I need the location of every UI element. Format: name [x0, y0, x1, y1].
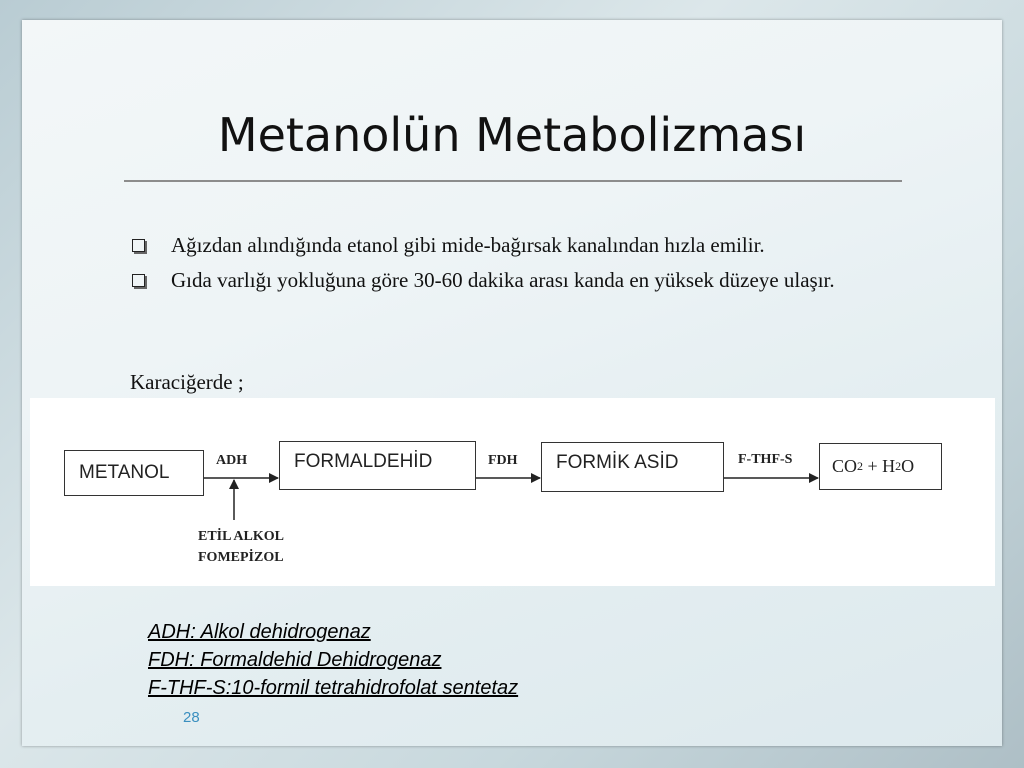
enzyme-fthf-label: F-THF-S [738, 452, 793, 467]
bullet-item [130, 265, 910, 296]
title-divider [124, 180, 902, 182]
page-number: 28 [183, 709, 200, 726]
enzyme-adh-label: ADH [216, 453, 248, 468]
node-formik-asid: FORMİK ASİD [541, 442, 724, 492]
metabolism-diagram [30, 398, 995, 586]
legend-adh: ADH: Alkol dehidrogenaz [148, 621, 371, 643]
node-product: CO 2 + H 2 O [819, 443, 942, 490]
inhibitor-labels [198, 526, 284, 568]
liver-label: Karaciğerde ; [130, 370, 244, 394]
legend-fdh: FDH: Formaldehid Dehidrogenaz [148, 649, 442, 671]
checkbox-bullet-icon [132, 274, 145, 287]
bullet-list [130, 230, 910, 300]
bullet-text: Gıda varlığı yokluğuna göre 30-60 dakika arası kanda en yüksek düzeye ulaşır. [171, 268, 835, 292]
checkbox-bullet-icon [132, 239, 145, 252]
inhibitor-fomepizol: FOMEPİZOL [198, 550, 284, 565]
enzyme-fdh-label: FDH [488, 453, 518, 468]
inhibitor-etil-alkol: ETİL ALKOL [198, 529, 284, 544]
slide-title: Metanolün Metabolizması [217, 108, 807, 162]
bullet-text: Ağızdan alındığında etanol gibi mide-bağırsak kanalından hızla emilir. [171, 233, 765, 257]
node-formaldehid: FORMALDEHİD [279, 441, 476, 490]
enzyme-legend [148, 618, 518, 702]
bullet-item [130, 230, 910, 261]
node-metanol: METANOL [64, 450, 204, 496]
legend-fthf: F-THF-S:10-formil tetrahidrofolat sentetaz [148, 677, 519, 699]
